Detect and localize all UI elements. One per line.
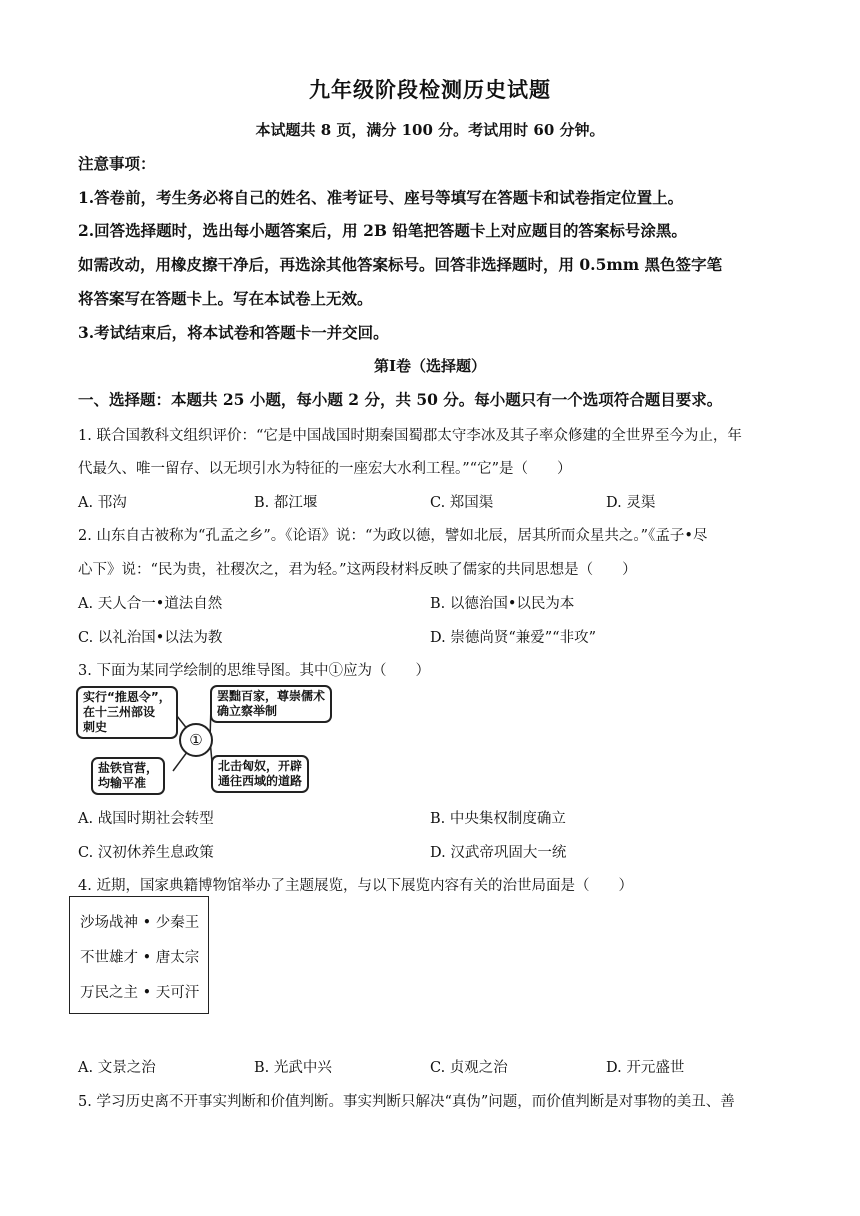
option-c: C. 以礼治国•以法为教: [78, 630, 223, 646]
notice-line: 1.答卷前，考生务必将自己的姓名、准考证号、座号等填写在答题卡和试卷指定位置上。: [78, 188, 684, 207]
question-2-text: 2. 山东自古被称为“孔孟之乡”。《论语》说：“为政以德，譬如北辰，居其所而众星共之。”《孟子•尽: [78, 528, 708, 544]
mind-map: [73, 683, 337, 797]
option-d: D. 开元盛世: [606, 1060, 685, 1076]
mind-map-node-top-right: 罢黜百家，尊崇儒术 确立察举制: [210, 685, 332, 723]
option-b: B. 都江堰: [254, 495, 318, 511]
option-d: D. 崇德尚贤“兼爱”“非攻”: [430, 630, 596, 646]
exhibit-line: 沙场战神 • 少秦王: [80, 915, 200, 931]
option-c: C. 贞观之治: [430, 1060, 508, 1076]
notice-heading: 注意事项：: [78, 154, 156, 173]
question-5-text: 5. 学习历史离不开事实判断和价值判断。事实判断只解决“真伪”问题，而价值判断是对事物的美丑、善: [78, 1094, 735, 1110]
mind-map-node-bottom-right: 北击匈奴，开辟 通往西域的道路: [211, 755, 309, 793]
mind-map-node-top-left: 实行“推恩令”， 在十三州部设 刺史: [76, 686, 178, 739]
option-a: A. 战国时期社会转型: [78, 811, 214, 827]
section-instructions: 一、选择题：本题共 25 小题，每小题 2 分，共 50 分。每小题只有一个选项符合题目要求。: [78, 390, 723, 409]
option-d: D. 汉武帝巩固大一统: [430, 845, 567, 861]
notice-line: 2.回答选择题时，选出每小题答案后，用 2B 铅笔把答题卡上对应题目的答案标号涂黑。: [78, 221, 687, 240]
notice-line: 3.考试结束后，将本试卷和答题卡一并交回。: [78, 323, 389, 342]
question-2-text: 心下》说：“民为贵，社稷次之，君为轻。”这两段材料反映了儒家的共同思想是（ ）: [78, 562, 637, 578]
exhibit-box: [69, 896, 209, 1014]
exhibit-line: 万民之主 • 天可汗: [80, 985, 200, 1001]
option-b: B. 光武中兴: [254, 1060, 332, 1076]
question-4-text: 4. 近期，国家典籍博物馆举办了主题展览，与以下展览内容有关的治世局面是（ ）: [78, 878, 633, 894]
option-b: B. 中央集权制度确立: [430, 811, 566, 827]
option-d: D. 灵渠: [606, 495, 656, 511]
exam-subtitle: 本试题共 8 页，满分 100 分。考试用时 60 分钟。: [255, 121, 605, 139]
exhibit-line: 不世雄才 • 唐太宗: [80, 950, 200, 966]
notice-line: 将答案写在答题卡上。写在本试卷上无效。: [78, 289, 373, 308]
notice-line: 如需改动，用橡皮擦干净后，再选涂其他答案标号。回答非选择题时，用 0.5mm 黑色签字笔: [78, 255, 723, 274]
page-title: 九年级阶段检测历史试题: [309, 77, 551, 102]
section-title: 第Ⅰ卷（选择题）: [373, 357, 487, 375]
option-a: A. 天人合一•道法自然: [78, 596, 223, 612]
option-a: A. 文景之治: [78, 1060, 156, 1076]
option-b: B. 以德治国•以民为本: [430, 596, 575, 612]
mind-map-center: ①: [179, 723, 213, 757]
option-a: A. 邗沟: [78, 495, 127, 511]
question-3-text: 3. 下面为某同学绘制的思维导图。其中①应为（ ）: [78, 663, 430, 679]
question-1-text: 1. 联合国教科文组织评价：“它是中国战国时期秦国蜀郡太守李冰及其子率众修建的全世界至今为止，年: [78, 428, 742, 444]
question-1-text: 代最久、唯一留存、以无坝引水为特征的一座宏大水利工程。”“它”是（ ）: [78, 461, 572, 477]
mind-map-node-bottom-left: 盐铁官营， 均输平准: [91, 757, 165, 795]
option-c: C. 汉初休养生息政策: [78, 845, 214, 861]
option-c: C. 郑国渠: [430, 495, 494, 511]
